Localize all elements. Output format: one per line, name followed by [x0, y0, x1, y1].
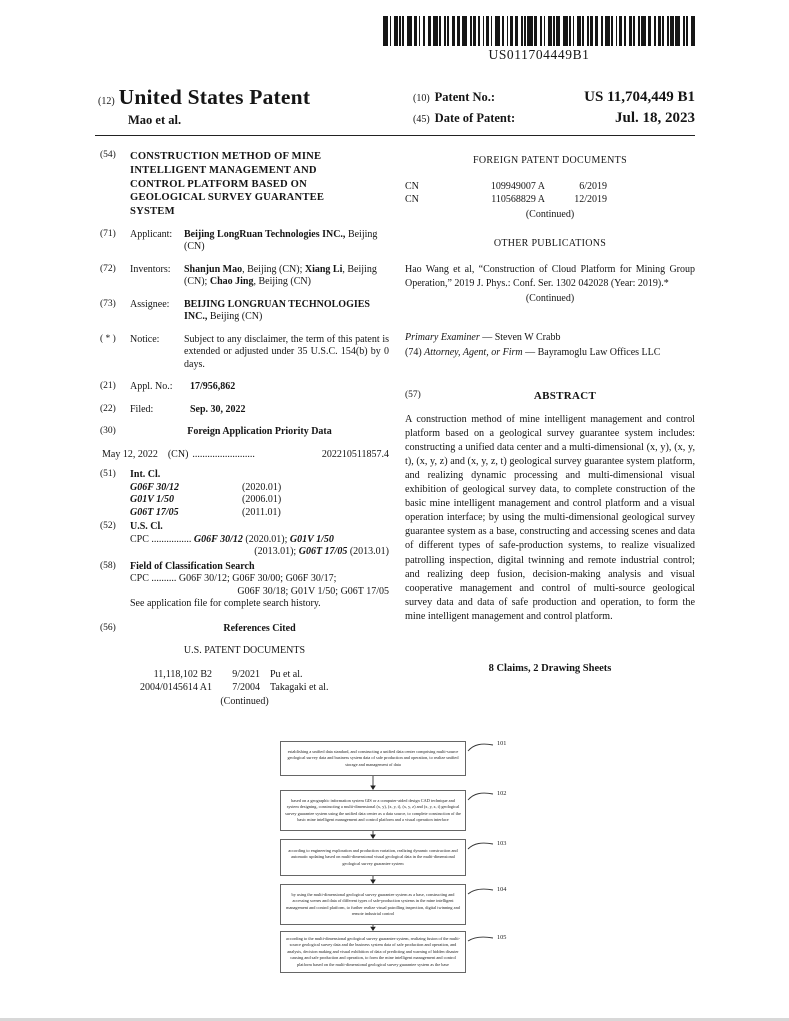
- patent-no-code: (10): [413, 93, 430, 104]
- leader-line: [468, 744, 493, 751]
- patent-number-row: [413, 89, 695, 106]
- ref-number: 109949007 A: [490, 180, 545, 192]
- priority-country: (CN): [167, 448, 189, 460]
- assignee-name: BEIJING LONGRUAN TECHNOLOGIES INC.,: [184, 298, 370, 323]
- patent-no-value: US 11,704,449 B1: [584, 89, 695, 105]
- section-73-assignee: [100, 299, 389, 324]
- us-ref-row: [100, 668, 389, 681]
- abstract-heading-row: [405, 390, 695, 404]
- inventor-name: Shanjun Mao: [184, 263, 243, 275]
- inventor-name: Chao Jing: [209, 276, 254, 288]
- step-text: according to engineering exploration and production variation, realizing dynamic construction and automatic updating based on multi-dimensional visual geological data in the multi-dimensional geological survey guarantee system: [288, 847, 458, 866]
- class-code: G06T 17/05: [298, 546, 348, 558]
- examiner-label: Primary Examiner: [405, 332, 480, 343]
- inventors-value: [184, 264, 389, 289]
- kind-code-number: (12): [98, 96, 115, 107]
- class-code: G06T 17/05: [130, 506, 179, 518]
- inventors-label: Inventors:: [130, 263, 171, 275]
- class-version: (2006.01): [242, 494, 282, 506]
- section-number: (51): [100, 469, 116, 480]
- applicant-label: Applicant:: [130, 228, 173, 240]
- other-pubs-text: Hao Wang et al, “Construction of Cloud Platform for Mining Group Operation,” 2019 J. Phys.: Conf. Ser. 1302 042028 (Year: 2019).*: [405, 263, 695, 289]
- step-ref-label: 105: [497, 934, 507, 941]
- leader-line: [468, 937, 493, 941]
- cpc-line-2: [130, 546, 389, 559]
- flowchart: [280, 738, 515, 984]
- invention-title: CONSTRUCTION METHOD OF MINE INTELLIGENT MANAGEMENT AND CONTROL PLATFORM BASED ON GEOLOGICAL SURVEY GUARANTEE SYSTEM: [130, 151, 325, 218]
- section-number: (74): [405, 346, 425, 358]
- dot-leader: ................: [148, 533, 194, 545]
- section-52-us-cl: [100, 521, 389, 559]
- section-number: (54): [100, 150, 116, 160]
- step-text: according to the multi-dimensional geological survey guarantee system, realizing fusion of the multi-source geological survey data and the business system data of safe production and operation, and analysis, decision making and visual exhibition of data of predicting and warning of hidden disaster causing and safe production and operation, to form the mine intelligent management and control platform based on the multi-dimensional geological survey guarantee system as the base: [285, 935, 461, 967]
- notice-label: Notice:: [130, 333, 160, 345]
- class-code: G01V 1/50: [289, 533, 334, 545]
- assignee-value: [184, 299, 389, 324]
- section-71-applicant: [100, 229, 389, 254]
- right-column: [405, 150, 695, 708]
- continued-note: (Continued): [220, 695, 269, 707]
- us-docs-heading: U.S. PATENT DOCUMENTS: [183, 645, 306, 657]
- leader-line: [468, 889, 493, 894]
- priority-date: May 12, 2022: [102, 448, 158, 460]
- other-pubs-heading: OTHER PUBLICATIONS: [493, 238, 607, 249]
- step-text: by using the multi-dimensional geological survey guarantee system as a base, constructing and accessing scenes and data of different types of safe-production systems in the mine intelligent management and control platform, to further realize visual patrolling inspection, digital twinning and remote industrial control: [286, 891, 460, 916]
- foreign-docs-table: [405, 180, 695, 222]
- header-divider: [95, 135, 695, 136]
- us-ref-row: [100, 681, 389, 694]
- section-number: ( * ): [100, 333, 116, 344]
- section-58-field-search: [100, 561, 389, 611]
- section-54-title: [100, 150, 389, 219]
- section-51-int-cl: [100, 469, 389, 519]
- class-code: G06F 30/12: [193, 533, 243, 545]
- ref-number: 2004/0145614 A1: [140, 681, 212, 693]
- ref-number: 11,118,102 B2: [153, 668, 212, 680]
- patent-date-row: [413, 110, 695, 127]
- section-21-appl-no: [100, 381, 389, 394]
- attorney-line: [405, 346, 695, 361]
- int-cl-entry: [130, 494, 389, 507]
- left-column: [100, 150, 389, 708]
- barcode-bars-icon: [383, 16, 695, 46]
- attorney-name: — Bayramoglu Law Offices LLC: [522, 346, 661, 358]
- foreign-docs-heading: FOREIGN PATENT DOCUMENTS: [473, 155, 627, 166]
- section-number: (52): [100, 521, 116, 532]
- header-left: [98, 85, 310, 128]
- leader-line: [468, 843, 493, 849]
- inventor-location: , Beijing (CN);: [184, 263, 377, 288]
- ref-date: 7/2004: [232, 681, 260, 693]
- class-version: (2020.01);: [242, 533, 290, 545]
- ref-date: 9/2021: [232, 668, 260, 680]
- claims-line: 8 Claims, 2 Drawing Sheets: [488, 662, 612, 674]
- applicant-name: Beijing LongRuan Technologies INC.,: [184, 228, 346, 240]
- examiner-block: [405, 331, 695, 360]
- section-number: (22): [100, 403, 116, 414]
- class-version: (2020.01): [242, 481, 282, 493]
- inventor-party: Mao et al.: [128, 113, 182, 127]
- assignee-location: Beijing (CN): [207, 311, 263, 323]
- dot-leader: .........................: [192, 448, 255, 460]
- step-ref-label: 101: [497, 740, 507, 747]
- abstract-heading: ABSTRACT: [533, 390, 597, 402]
- step-text: establishing a unified data standard, and constructing a unified data center comprising multi-source geological survey data and business system data of safe production and operation, to realize unified storage and management of data: [287, 748, 459, 767]
- int-cl-entry: [130, 482, 389, 495]
- priority-heading: Foreign Application Priority Data: [187, 426, 332, 438]
- field-search-line2: G06F 30/18; G01V 1/50; G06T 17/05: [237, 585, 389, 597]
- arrowhead-icon: [370, 927, 376, 931]
- int-cl-heading: Int. Cl.: [130, 469, 161, 481]
- field-search-heading: Field of Classification Search: [130, 560, 255, 572]
- section-number: (71): [100, 228, 116, 239]
- ref-country: CN: [405, 180, 419, 192]
- ref-country: CN: [405, 194, 419, 205]
- step-text: based on a geographic information system GIS or a computer-aided design CAD technique and system designing, constructing a multi-dimensional (x, y), (x, y, t), (x, y, z) and (x, y, z, t) geological survey guarantee system using the unified data center as a data source, to complete construction of the basic mine intelligent management and control platform and a visual operation interface: [285, 797, 461, 822]
- ref-date: 6/2019: [579, 180, 607, 192]
- foreign-ref-row: [405, 180, 695, 194]
- section-56-references: [100, 623, 389, 636]
- notice-text: Subject to any disclaimer, the term of this patent is extended or adjusted under 35 U.S.C. 154(b) by 0 days.: [184, 333, 389, 370]
- section-number: (21): [100, 381, 116, 392]
- step-ref-label: 102: [497, 790, 507, 797]
- cpc-line-1: [130, 534, 389, 547]
- int-cl-entry: [130, 507, 389, 520]
- inventor-name: Xiang Li: [304, 263, 343, 275]
- section-notice: [100, 334, 389, 372]
- section-72-inventors: [100, 264, 389, 289]
- class-version: (2011.01): [242, 506, 281, 518]
- section-number: (56): [100, 622, 116, 633]
- header-right: [413, 89, 695, 131]
- arrowhead-icon: [370, 880, 376, 885]
- section-number: (30): [100, 426, 116, 437]
- appl-no-label: Appl. No.:: [130, 381, 173, 393]
- barcode: [383, 16, 695, 63]
- patent-no-label: Patent No.:: [434, 90, 496, 104]
- date-code: (45): [413, 114, 430, 125]
- arrowhead-icon: [370, 835, 376, 840]
- section-22-filed: [100, 404, 389, 417]
- continued-note: (Continued): [525, 208, 575, 220]
- inventor-location: , Beijing (CN): [253, 276, 311, 288]
- page-title: United States Patent: [118, 85, 311, 109]
- flowchart-connectors: [280, 738, 515, 984]
- class-code: G06F 30/12: [130, 481, 179, 493]
- arrowhead-icon: [370, 786, 376, 791]
- filed-value: Sep. 30, 2022: [190, 403, 246, 415]
- field-search-note: See application file for complete search history.: [130, 598, 321, 610]
- primary-examiner-line: [405, 331, 695, 346]
- attorney-label: Attorney, Agent, or Firm: [424, 346, 523, 358]
- leader-line: [468, 793, 493, 800]
- cpc-label: CPC: [130, 533, 149, 545]
- step-ref-label: 104: [497, 886, 507, 893]
- ref-name: Pu et al.: [270, 668, 303, 680]
- ref-date: 12/2019: [574, 194, 607, 205]
- applicant-value: [184, 229, 389, 254]
- step-ref-label: 103: [497, 840, 507, 847]
- section-number: (73): [100, 298, 116, 309]
- filed-label: Filed:: [130, 403, 154, 415]
- class-version: (2013.01);: [254, 546, 299, 558]
- priority-number: 202210511857.4: [321, 448, 389, 460]
- inventor-location: , Beijing (CN);: [242, 263, 305, 275]
- abstract-text: A construction method of mine intelligent management and control platform based on a geological survey guarantee system includes: constructing a unified data center and a multi-dimensional (x, y), (x, y, t), (x, y, z) and (x, y, z, t) geological survey guarantee system platform, and realizing dynamic processing and multi-dimensional visual exhibition of geological survey data, to complete construction of the basic mine intelligent management and control platform and a visual operation interface; by using the multi-dimensional geological survey guarantee system as a base, constructing and accessing scenes and data of different types of safe-production systems, to realize visualized patrolling inspection, digital twinning and remote industrial control; and realizing deep fusion, decision-making analysis and visual cooperative management and control of multi-source geological survey data and data of safe production and operation, to form the mine intelligent management and control platform.: [405, 413, 695, 622]
- date-label: Date of Patent:: [434, 111, 516, 125]
- ref-number: 110568829 A: [491, 194, 545, 205]
- section-number: (72): [100, 263, 116, 274]
- examiner-name: — Steven W Crabb: [479, 332, 561, 343]
- two-column-body: [100, 150, 695, 708]
- section-number: (57): [405, 390, 421, 400]
- continued-note: (Continued): [525, 292, 575, 304]
- section-30-priority: [100, 426, 389, 439]
- barcode-text: US011704449B1: [488, 47, 590, 62]
- class-version: (2013.01): [347, 546, 389, 558]
- field-search-line1: CPC .......... G06F 30/12; G06F 30/00; G06F 30/17;: [130, 573, 337, 585]
- date-value: Jul. 18, 2023: [614, 110, 695, 126]
- assignee-label: Assignee:: [130, 298, 170, 310]
- references-heading: References Cited: [223, 622, 296, 634]
- us-cl-heading: U.S. Cl.: [130, 521, 163, 533]
- section-number: (58): [100, 560, 116, 571]
- foreign-ref-row: [405, 193, 695, 207]
- appl-no-value: 17/956,862: [190, 381, 236, 393]
- class-code: G01V 1/50: [130, 494, 174, 506]
- ref-name: Takagaki et al.: [270, 681, 329, 693]
- applicant-location: Beijing (CN): [184, 228, 378, 253]
- priority-row: [102, 449, 389, 462]
